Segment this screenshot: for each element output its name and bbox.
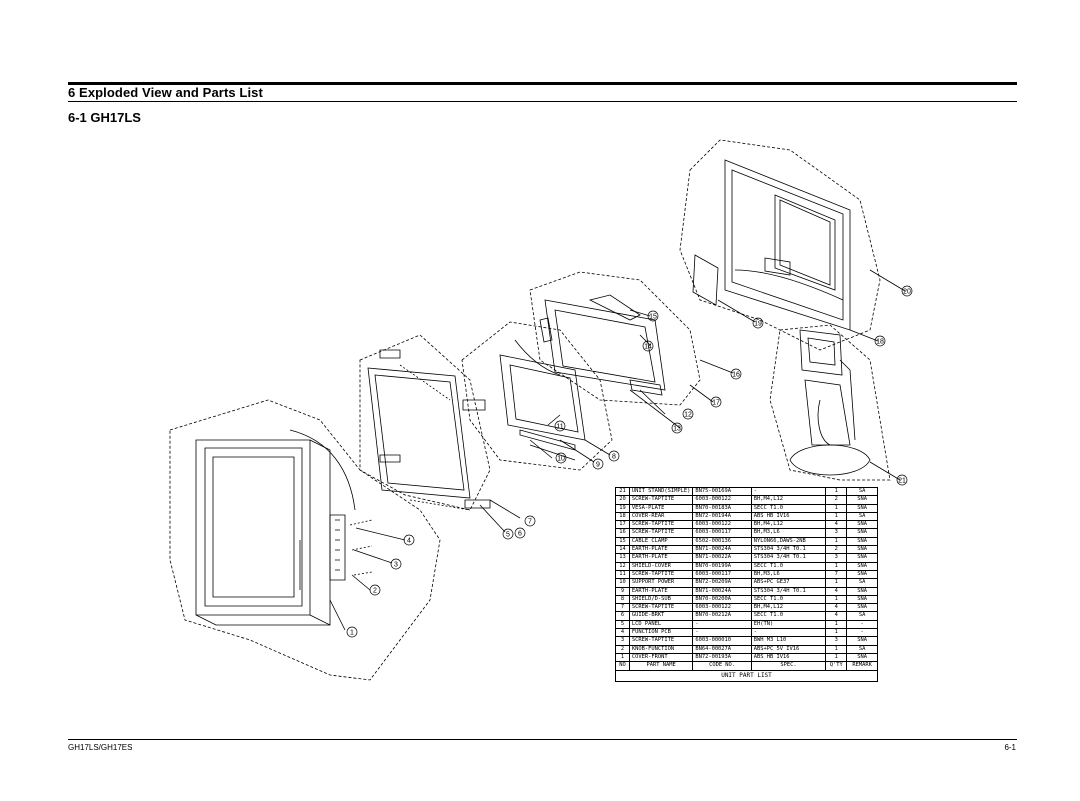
cell-name: SCREW-TAPTITE [629, 496, 692, 504]
cell-qty: 4 [826, 521, 847, 529]
lcd-panel-part [368, 350, 490, 510]
cell-no: 10 [616, 579, 630, 587]
cell-qty: 4 [826, 604, 847, 612]
cell-remark: SA [847, 612, 878, 620]
cell-remark: SA [847, 512, 878, 520]
cell-spec: ABS HB IV16 [751, 653, 825, 661]
cell-qty: 1 [826, 504, 847, 512]
cell-code: BN64-00027A [693, 645, 751, 653]
cell-remark: SNA [847, 554, 878, 562]
cell-name: EARTH-PLATE [629, 587, 692, 595]
cell-no: 5 [616, 620, 630, 628]
cell-spec: BH,M4,L12 [751, 521, 825, 529]
svg-text:20: 20 [903, 288, 911, 296]
cell-remark: SNA [847, 595, 878, 603]
cell-name: COVER-FRONT [629, 653, 692, 661]
callout-10 [556, 453, 566, 463]
cell-no: 13 [616, 554, 630, 562]
cell-no: 17 [616, 521, 630, 529]
cell-code: BN75-00169A [693, 488, 751, 496]
table-row [616, 637, 878, 645]
cell-name: FUNCTION PCB [629, 629, 692, 637]
callout-3 [391, 559, 401, 569]
cell-remark: - [847, 620, 878, 628]
cell-no: 2 [616, 645, 630, 653]
unit-part-list-table [615, 487, 878, 682]
cell-remark: SNA [847, 537, 878, 545]
cell-spec: - [751, 629, 825, 637]
cell-remark: SNA [847, 587, 878, 595]
cell-name: SUPPORT POWER [629, 579, 692, 587]
cell-remark: SNA [847, 496, 878, 504]
cell-code: 6502-000136 [693, 537, 751, 545]
cell-code: BN71-00024A [693, 546, 751, 554]
callout-20 [902, 286, 912, 296]
callout-9 [593, 459, 603, 469]
cell-code: - [693, 629, 751, 637]
cell-no: 15 [616, 537, 630, 545]
cell-name: SHIELD/D-SUB [629, 595, 692, 603]
col-header-qty: Q'TY [826, 662, 847, 670]
cell-qty: 2 [826, 546, 847, 554]
group-outline-shield [530, 272, 700, 405]
parts-table-caption-row [616, 670, 878, 681]
cell-spec: SECC T1.0 [751, 562, 825, 570]
cell-spec: EH(TN) [751, 620, 825, 628]
cell-name: SCREW-TAPTITE [629, 521, 692, 529]
cell-no: 19 [616, 504, 630, 512]
table-row [616, 653, 878, 661]
cell-name: EARTH-PLATE [629, 546, 692, 554]
svg-text:1: 1 [350, 629, 354, 637]
stand-part [790, 360, 870, 475]
cell-name: VESA-PLATE [629, 504, 692, 512]
svg-text:18: 18 [876, 338, 884, 346]
callout-16 [731, 369, 741, 379]
svg-text:14: 14 [644, 343, 652, 351]
cell-spec: SECC T1.0 [751, 504, 825, 512]
cell-qty: 4 [826, 587, 847, 595]
cell-no: 21 [616, 488, 630, 496]
cell-spec: BWH M3 L10 [751, 637, 825, 645]
cell-remark: SA [847, 645, 878, 653]
table-row [616, 504, 878, 512]
table-row [616, 629, 878, 637]
cell-name: KNOB-FUNCTION [629, 645, 692, 653]
table-row [616, 612, 878, 620]
table-row [616, 579, 878, 587]
group-outline-panel [360, 335, 490, 510]
cell-code: 6003-000122 [693, 496, 751, 504]
cell-qty: 7 [826, 570, 847, 578]
cell-no: 6 [616, 612, 630, 620]
cell-no: 9 [616, 587, 630, 595]
cell-spec: NYLON66,DAWS-2NB [751, 537, 825, 545]
table-row [616, 496, 878, 504]
cell-qty: 3 [826, 554, 847, 562]
col-header-no: NO [616, 662, 630, 670]
cell-name: SCREW-TAPTITE [629, 529, 692, 537]
cell-spec: ABS+PC 5V IV16 [751, 645, 825, 653]
cell-remark: SNA [847, 562, 878, 570]
cell-no: 12 [616, 562, 630, 570]
cell-spec: ABS HB IV16 [751, 512, 825, 520]
cell-remark: SNA [847, 570, 878, 578]
rear-cover-part [725, 160, 850, 330]
cell-code: BN70-00183A [693, 504, 751, 512]
cell-code: BN70-00212A [693, 612, 751, 620]
cell-name: SCREW-TAPTITE [629, 604, 692, 612]
cell-name: GUIDE-BRKT [629, 612, 692, 620]
cell-code: - [693, 620, 751, 628]
svg-text:10: 10 [557, 455, 565, 463]
cell-no: 1 [616, 653, 630, 661]
cell-spec: STS304 3/4H T0.1 [751, 554, 825, 562]
table-row [616, 604, 878, 612]
callout-21 [897, 475, 907, 485]
cell-no: 4 [616, 629, 630, 637]
table-row [616, 645, 878, 653]
cell-qty: 1 [826, 595, 847, 603]
cell-code: BN70-00199A [693, 562, 751, 570]
svg-text:8: 8 [612, 453, 616, 461]
cell-spec: SECC T1.0 [751, 595, 825, 603]
table-row [616, 562, 878, 570]
cell-no: 14 [616, 546, 630, 554]
cell-name: UNIT STAND(SIMPLE) [629, 488, 692, 496]
cell-spec: BH,M4,L12 [751, 496, 825, 504]
cell-qty: 3 [826, 529, 847, 537]
cell-qty: 3 [826, 637, 847, 645]
callout-4 [404, 535, 414, 545]
callout-7 [525, 516, 535, 526]
cell-no: 8 [616, 595, 630, 603]
cell-code: 6003-000010 [693, 637, 751, 645]
footer-rule [68, 739, 1017, 740]
svg-text:7: 7 [528, 518, 532, 526]
function-pcb-part [330, 515, 372, 580]
table-row [616, 512, 878, 520]
cell-spec: SECC T1.0 [751, 612, 825, 620]
svg-text:2: 2 [373, 587, 377, 595]
footer-model: GH17LS/GH17ES [68, 743, 133, 752]
cell-remark: SA [847, 579, 878, 587]
col-header-spec: SPEC. [751, 662, 825, 670]
svg-text:11: 11 [556, 423, 564, 431]
cell-name: EARTH-PLATE [629, 554, 692, 562]
svg-text:6: 6 [518, 530, 522, 538]
table-row [616, 521, 878, 529]
cell-qty: 1 [826, 620, 847, 628]
cell-remark: - [847, 629, 878, 637]
cell-qty: 1 [826, 579, 847, 587]
cell-spec: BH,M4,L12 [751, 604, 825, 612]
parts-table-body [616, 488, 878, 662]
callout-8 [609, 451, 619, 461]
cell-spec: BH,M3,L6 [751, 529, 825, 537]
svg-text:15: 15 [649, 313, 657, 321]
svg-text:12: 12 [684, 411, 692, 419]
svg-text:5: 5 [506, 531, 510, 539]
cell-no: 18 [616, 512, 630, 520]
section-title: 6 Exploded View and Parts List [68, 85, 263, 100]
table-row [616, 488, 878, 496]
cell-qty: 1 [826, 645, 847, 653]
cell-name: CABLE CLAMP [629, 537, 692, 545]
col-header-code-no: CODE NO. [693, 662, 751, 670]
cell-no: 3 [616, 637, 630, 645]
table-row [616, 554, 878, 562]
callout-11 [555, 421, 565, 431]
cell-qty: 1 [826, 537, 847, 545]
cell-code: BN71-00022A [693, 554, 751, 562]
cell-qty: 1 [826, 562, 847, 570]
callout-12 [683, 409, 693, 419]
callout-18 [875, 336, 885, 346]
table-row [616, 570, 878, 578]
group-outline-stand [770, 325, 890, 480]
table-row [616, 587, 878, 595]
callout-2 [370, 585, 380, 595]
cell-remark: SNA [847, 604, 878, 612]
cell-code: BN72-00194A [693, 512, 751, 520]
cell-no: 20 [616, 496, 630, 504]
cell-qty: 1 [826, 629, 847, 637]
cell-no: 16 [616, 529, 630, 537]
callout-1 [347, 627, 357, 637]
callout-17 [711, 397, 721, 407]
cell-code: 6003-000122 [693, 604, 751, 612]
parts-table-caption: UNIT PART LIST [616, 670, 878, 681]
cell-remark: SNA [847, 504, 878, 512]
cell-qty: 4 [826, 612, 847, 620]
cell-name: COVER-REAR [629, 512, 692, 520]
cell-name: SCREW-TAPTITE [629, 570, 692, 578]
cell-code: BN72-00209A [693, 579, 751, 587]
cell-code: BN70-00200A [693, 595, 751, 603]
cell-qty: 1 [826, 653, 847, 661]
cell-remark: SNA [847, 529, 878, 537]
svg-text:9: 9 [596, 461, 600, 469]
cell-remark: SNA [847, 637, 878, 645]
cell-qty: 1 [826, 512, 847, 520]
svg-text:13: 13 [673, 425, 681, 433]
cell-code: 6003-000117 [693, 529, 751, 537]
cell-remark: SNA [847, 653, 878, 661]
cell-spec: - [751, 488, 825, 496]
table-row [616, 595, 878, 603]
svg-text:3: 3 [394, 561, 398, 569]
cell-spec: BH,M3,L6 [751, 570, 825, 578]
callout-5 [503, 529, 513, 539]
svg-text:19: 19 [754, 320, 762, 328]
cell-spec: ABS+PC GE37 [751, 579, 825, 587]
main-pcb-part [500, 340, 585, 460]
table-row [616, 546, 878, 554]
cell-no: 7 [616, 604, 630, 612]
cell-name: SHIELD-COVER [629, 562, 692, 570]
cell-code: BN71-00024A [693, 587, 751, 595]
cell-remark: SA [847, 488, 878, 496]
group-outline-front [170, 400, 440, 680]
footer-page-number: 6-1 [1004, 743, 1016, 752]
callout-13 [672, 423, 682, 433]
table-row [616, 529, 878, 537]
cell-qty: 1 [826, 488, 847, 496]
svg-text:16: 16 [732, 371, 740, 379]
callout-6 [515, 528, 525, 538]
front-cover-part [196, 430, 355, 625]
svg-text:17: 17 [712, 399, 720, 407]
cell-name: LCD PANEL [629, 620, 692, 628]
cell-name: SCREW-TAPTITE [629, 637, 692, 645]
cell-code: 6003-000117 [693, 570, 751, 578]
cell-qty: 2 [826, 496, 847, 504]
cell-code: BN72-00193A [693, 653, 751, 661]
cell-remark: SNA [847, 546, 878, 554]
table-row [616, 537, 878, 545]
svg-text:21: 21 [898, 477, 906, 485]
table-row [616, 620, 878, 628]
cell-remark: SNA [847, 521, 878, 529]
sub-title: 6-1 GH17LS [68, 110, 141, 125]
parts-table-header-row [616, 662, 878, 670]
vesa-plate-part [693, 255, 842, 375]
col-header-remark: REMARK [847, 662, 878, 670]
callout-15 [648, 311, 658, 321]
cell-no: 11 [616, 570, 630, 578]
cell-spec: STS304 3/4H T0.1 [751, 546, 825, 554]
group-outline-pcb [462, 322, 612, 470]
cell-code: 6003-000122 [693, 521, 751, 529]
svg-text:4: 4 [407, 537, 411, 545]
col-header-part-name: PART NAME [629, 662, 692, 670]
cell-spec: STS304 3/4H T0.1 [751, 587, 825, 595]
